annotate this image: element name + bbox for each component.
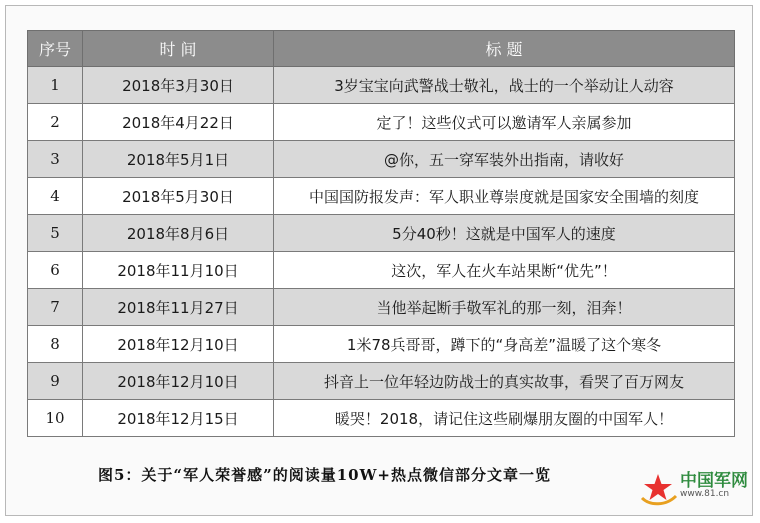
row-title: 定了！这些仪式可以邀请军人亲属参加 (274, 104, 735, 141)
row-index: 10 (28, 400, 83, 437)
row-title: 这次，军人在火车站果断“优先”！ (274, 252, 735, 289)
table-header-row (28, 31, 735, 67)
article-table (27, 30, 735, 437)
row-title: 3岁宝宝向武警战士敬礼，战士的一个举动让人动容 (274, 67, 735, 104)
row-title: 暖哭！2018，请记住这些刷爆朋友圈的中国军人！ (274, 400, 735, 437)
row-date: 2018年12月15日 (83, 400, 274, 437)
row-index: 7 (28, 289, 83, 326)
row-title: 当他举起断手敬军礼的那一刻，泪奔！ (274, 289, 735, 326)
row-date: 2018年5月1日 (83, 141, 274, 178)
table-row (28, 400, 735, 437)
row-date: 2018年3月30日 (83, 67, 274, 104)
row-title: 中国国防报发声：军人职业尊崇度就是国家安全围墙的刻度 (274, 178, 735, 215)
row-date: 2018年11月10日 (83, 252, 274, 289)
row-title: 1米78兵哥哥，蹲下的“身高差”温暖了这个寒冬 (274, 326, 735, 363)
row-date: 2018年5月30日 (83, 178, 274, 215)
table-row (28, 363, 735, 400)
row-title: @你，五一穿军装外出指南，请收好 (274, 141, 735, 178)
table-row (28, 215, 735, 252)
row-date: 2018年4月22日 (83, 104, 274, 141)
table-row (28, 141, 735, 178)
header-title: 标 题 (274, 31, 735, 67)
header-index: 序号 (28, 31, 83, 67)
row-index: 8 (28, 326, 83, 363)
row-index: 1 (28, 67, 83, 104)
row-date: 2018年12月10日 (83, 326, 274, 363)
row-date: 2018年12月10日 (83, 363, 274, 400)
table-row (28, 67, 735, 104)
row-date: 2018年11月27日 (83, 289, 274, 326)
row-index: 6 (28, 252, 83, 289)
table-row (28, 252, 735, 289)
row-index: 3 (28, 141, 83, 178)
figure-caption: 图5：关于“军人荣誉感”的阅读量10W+热点微信部分文章一览 (98, 466, 551, 484)
table-row (28, 104, 735, 141)
row-title: 抖音上一位年轻边防战士的真实故事，看哭了百万网友 (274, 363, 735, 400)
brand-name: 中国军网 (680, 471, 748, 491)
brand-url: www.81.cn (680, 489, 730, 499)
row-index: 5 (28, 215, 83, 252)
row-index: 2 (28, 104, 83, 141)
table-row (28, 289, 735, 326)
table-row (28, 178, 735, 215)
table-row (28, 326, 735, 363)
row-date: 2018年8月6日 (83, 215, 274, 252)
row-index: 9 (28, 363, 83, 400)
row-index: 4 (28, 178, 83, 215)
red-star-icon (644, 474, 672, 500)
header-date: 时 间 (83, 31, 274, 67)
row-title: 5分40秒！这就是中国军人的速度 (274, 215, 735, 252)
